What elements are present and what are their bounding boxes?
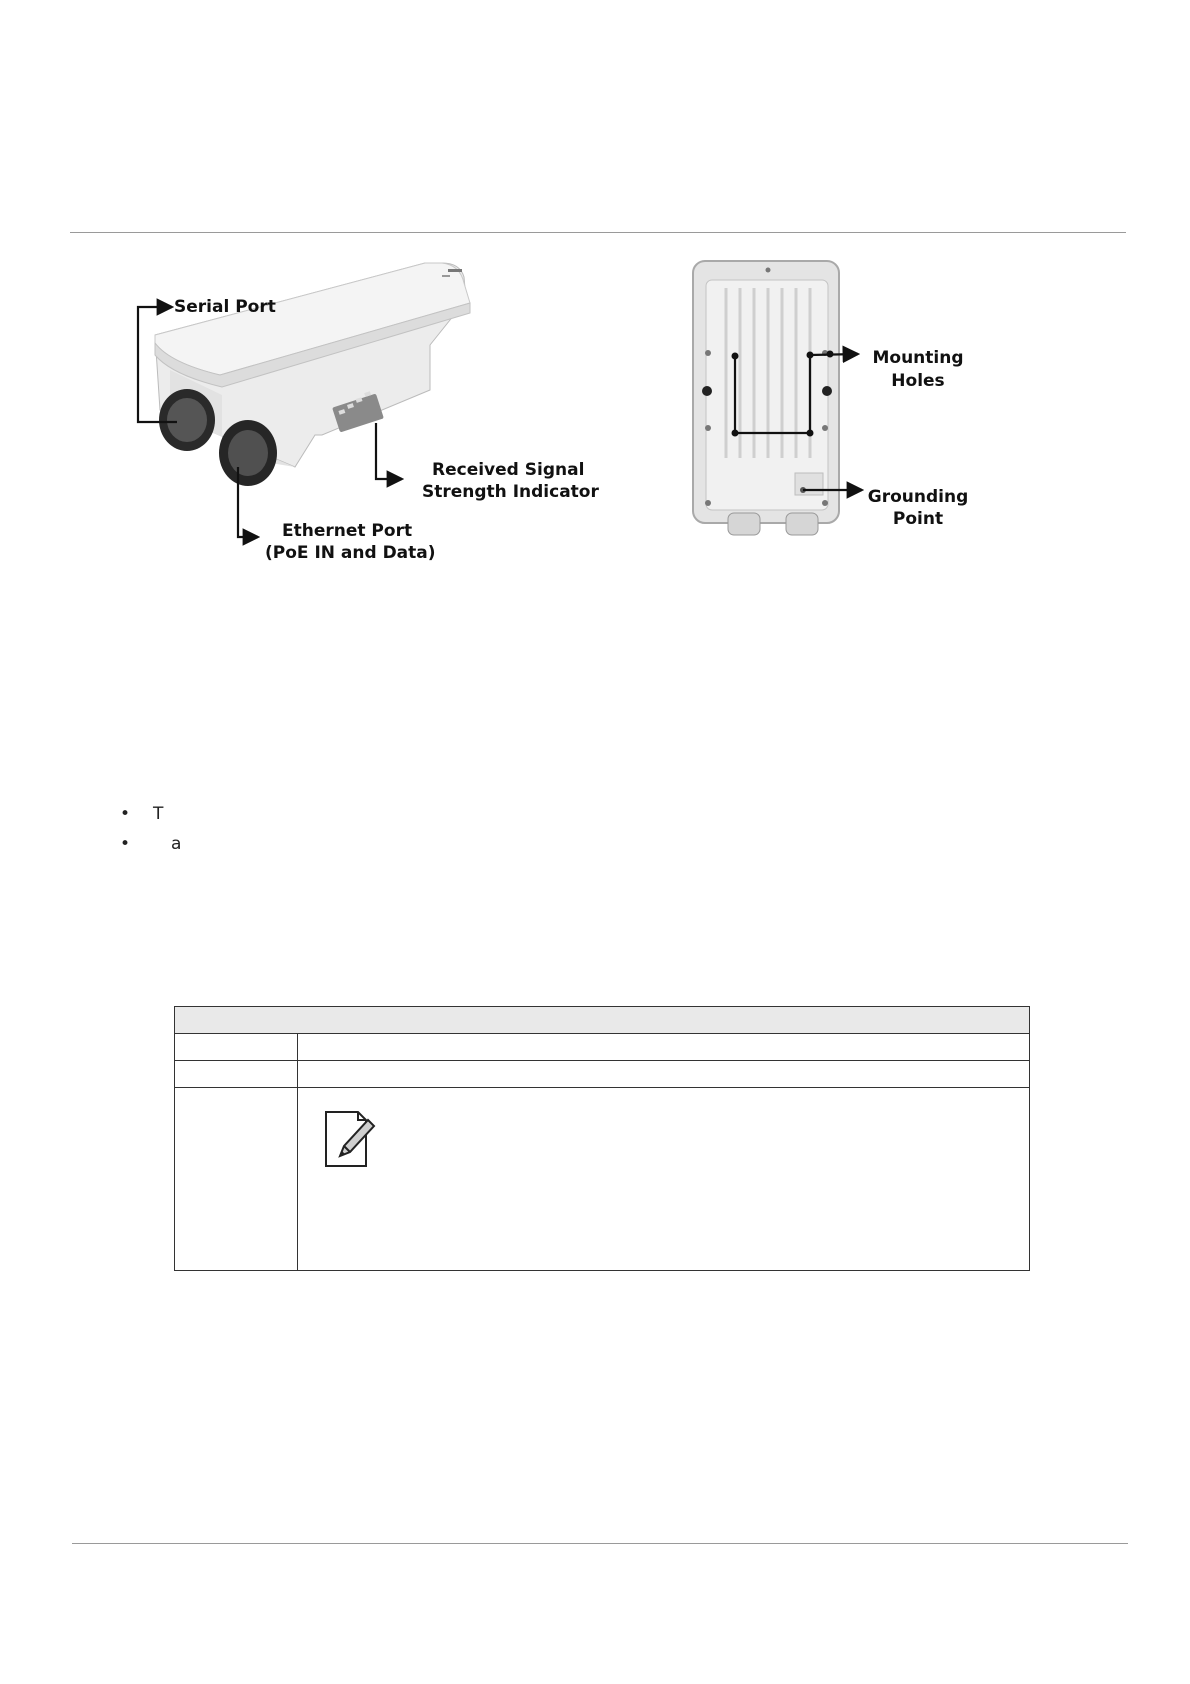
note-pencil-icon (324, 1110, 376, 1168)
table-header-row (175, 1007, 1030, 1034)
bullet-marker: • (120, 834, 131, 854)
rssi-label-line1: Received Signal (432, 460, 585, 480)
rssi-label-line2: Strength Indicator (422, 482, 599, 502)
grounding-point-label-line1: Grounding (867, 487, 969, 507)
table-header-cell (175, 1007, 1030, 1034)
table-row (175, 1034, 1030, 1061)
table-row (175, 1061, 1030, 1088)
bullet-text: a (171, 834, 182, 854)
footer-rule (72, 1543, 1128, 1544)
ethernet-label-line1: Ethernet Port (282, 521, 413, 541)
table-cell-label (175, 1034, 298, 1061)
spec-table (174, 1006, 1030, 1271)
table-row (175, 1088, 1030, 1271)
bullet-marker: • (120, 804, 131, 824)
serial-port-label: Serial Port (174, 297, 276, 317)
header-rule (70, 232, 1126, 233)
table-cell-value (298, 1088, 1030, 1271)
grounding-point-label-line2: Point (892, 509, 944, 529)
table-cell-value (298, 1061, 1030, 1088)
bullet-text: T (153, 804, 164, 824)
mounting-holes-label-line1: Mounting (872, 348, 964, 368)
table-cell-label (175, 1088, 298, 1271)
mounting-holes-label-line2: Holes (891, 371, 945, 391)
table-cell-label (175, 1061, 298, 1088)
ethernet-label-line2: (PoE IN and Data) (265, 543, 436, 563)
table-cell-value (298, 1034, 1030, 1061)
